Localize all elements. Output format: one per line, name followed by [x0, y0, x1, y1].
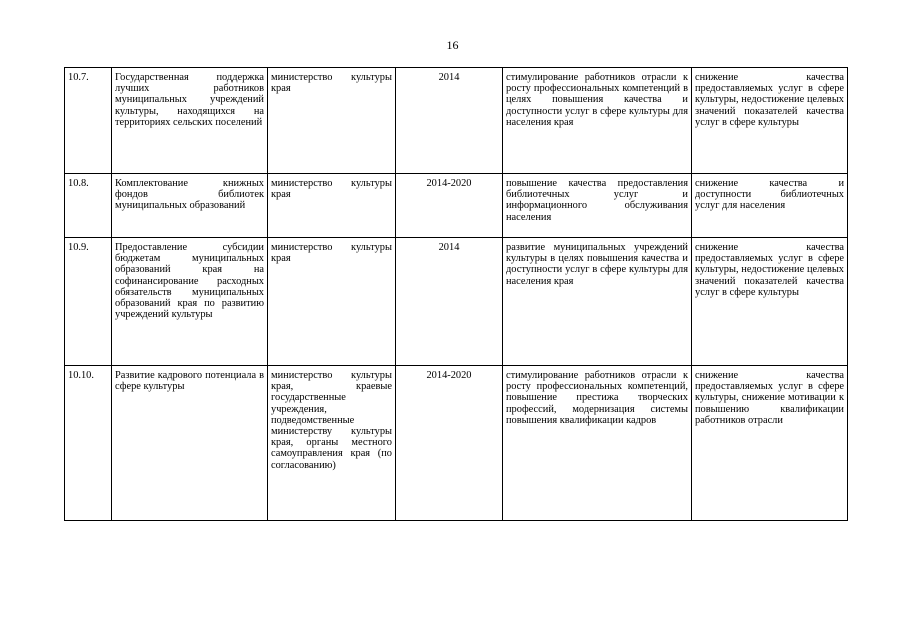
consequence: снижение качества предоставляемых услуг в сфере культуры, недостижение целевых значений показателей качества услуг в сфере культуры: [692, 68, 848, 174]
table-row: [65, 238, 848, 366]
period: 2014-2020: [396, 174, 503, 238]
row-number: 10.9.: [65, 238, 112, 366]
measure-name: Комплектование книжных фондов библиотек муниципальных образований: [112, 174, 268, 238]
measures-table: [64, 67, 848, 521]
executor: министерство культуры края, краевые государственные учреждения, подведомственные министерству культуры края, органы местного самоуправления края (по согласованию): [268, 366, 396, 521]
period: 2014-2020: [396, 366, 503, 521]
executor: министерство культуры края: [268, 68, 396, 174]
consequence: снижение качества и доступности библиотечных услуг для населения: [692, 174, 848, 238]
consequence: снижение качества предоставляемых услуг в сфере культуры, снижение мотивации к повышению квалификации работников отрасли: [692, 366, 848, 521]
consequence: снижение качества предоставляемых услуг в сфере культуры, недостижение целевых значений показателей качества услуг в сфере культуры: [692, 238, 848, 366]
table-row: [65, 366, 848, 521]
expected-result: развитие муниципальных учреждений культуры в целях повышения качества и доступности услуг в сфере культуры для населения края: [503, 238, 692, 366]
executor: министерство культуры края: [268, 238, 396, 366]
row-number: 10.7.: [65, 68, 112, 174]
expected-result: повышение качества предоставления библиотечных услуг и информационного обслуживания населения: [503, 174, 692, 238]
measure-name: Предоставление субсидии бюджетам муниципальных образований края на софинансирование расходных обязательств муниципальных образований края по развитию учреждений культуры: [112, 238, 268, 366]
measure-name: Государственная поддержка лучших работников муниципальных учреждений культуры, находящихся на территориях сельских поселений: [112, 68, 268, 174]
table-row: [65, 68, 848, 174]
measure-name: Развитие кадрового потенциала в сфере культуры: [112, 366, 268, 521]
row-number: 10.8.: [65, 174, 112, 238]
expected-result: стимулирование работников отрасли к росту профессиональных компетенций в целях повышения качества и доступности услуг в сфере культуры для населения края: [503, 68, 692, 174]
page-number: 16: [446, 38, 459, 52]
period: 2014: [396, 68, 503, 174]
period: 2014: [396, 238, 503, 366]
executor: министерство культуры края: [268, 174, 396, 238]
table-row: [65, 174, 848, 238]
row-number: 10.10.: [65, 366, 112, 521]
expected-result: стимулирование работников отрасли к росту профессиональных компетенций, повышение престижа творческих профессий, модернизация системы повышения квалификации кадров: [503, 366, 692, 521]
